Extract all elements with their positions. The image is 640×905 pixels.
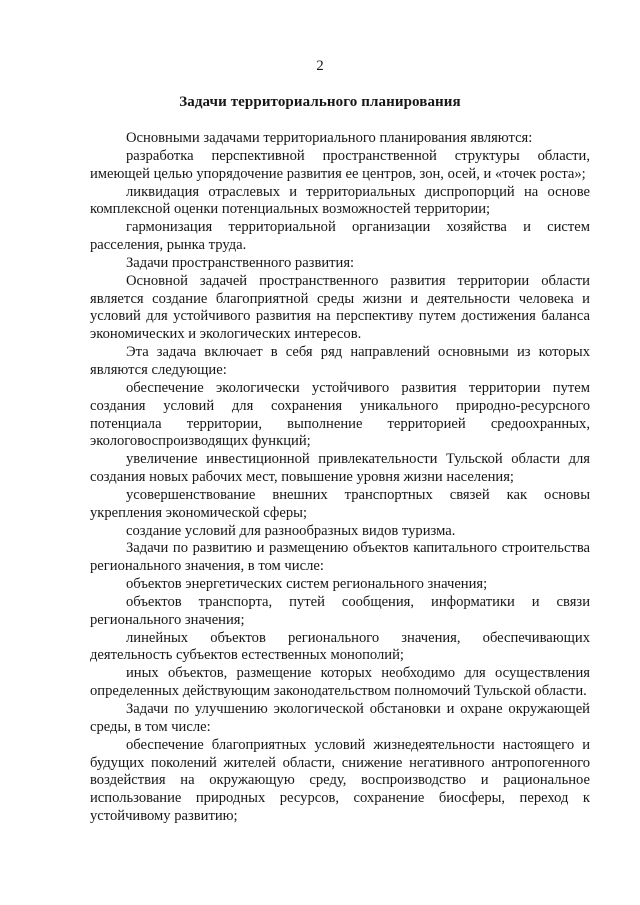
paragraph: Основными задачами территориального планирования являются: [126,130,533,146]
paragraph: ликвидация отраслевых и территориальных диспропорций на основе комплексной оценки потенциальных возможностей территории; [90,183,590,218]
paragraph: Задачи пространственного развития: [126,254,355,271]
paragraph: объектов транспорта, путей сообщения, информатики и связи регионального значения; [90,593,590,628]
paragraph: объектов энергетических систем регионального значения; [126,576,488,593]
paragraph: линейных объектов регионального значения, обеспечивающих деятельность субъектов естественных монополий; [90,629,590,664]
page-number: 2 [316,58,324,74]
paragraph: усовершенствование внешних транспортных связей как основы укрепления экономической сферы; [90,486,590,521]
paragraph: гармонизация территориальной организации хозяйства и систем расселения, рынка труда. [90,219,590,254]
paragraph: Задачи по развитию и размещению объектов капитального строительства регионального значения, в том числе: [90,540,590,575]
paragraph: Задачи по улучшению экологической обстановки и охране окружающей среды, в том числе: [90,701,590,735]
paragraph: обеспечение благоприятных условий жизнедеятельности настоящего и будущих поколений жителей области, снижение негативного антропогенного воздействия на окружающую среду, воспроизводство и рациональное использование природных ресурсов, сохранение биосферы, переход к устойчивому развитию; [90,736,590,825]
paragraph: Основной задачей пространственного развития территории области является создание благоприятной среды жизни и деятельности человека и условий для устойчивого развития на перспективу путем достижения баланса экономических и экологических интересов. [90,272,590,343]
paragraph: разработка перспективной пространственной структуры области, имеющей целью упорядочение развития ее центров, зон, осей, и «точек роста»; [90,147,590,182]
paragraph: Эта задача включает в себя ряд направлений основными из которых являются следующие: [90,344,590,378]
section-heading: Задачи территориального планирования [179,94,461,110]
paragraph: создание условий для разнообразных видов туризма. [126,522,456,539]
paragraph: иных объектов, размещение которых необходимо для осуществления определенных действующим законодательством полномочий Тульской области. [90,665,590,700]
paragraph: обеспечение экологически устойчивого развития территории путем создания условий для сохранения уникального природно-ресурсного потенциала территории, выполнение территорией средоохранных, экологовоспроизводящих функций; [90,379,590,450]
document-body [90,130,590,826]
paragraph: увеличение инвестиционной привлекательности Тульской области для создания новых рабочих мест, повышение уровня жизни населения; [90,451,590,486]
